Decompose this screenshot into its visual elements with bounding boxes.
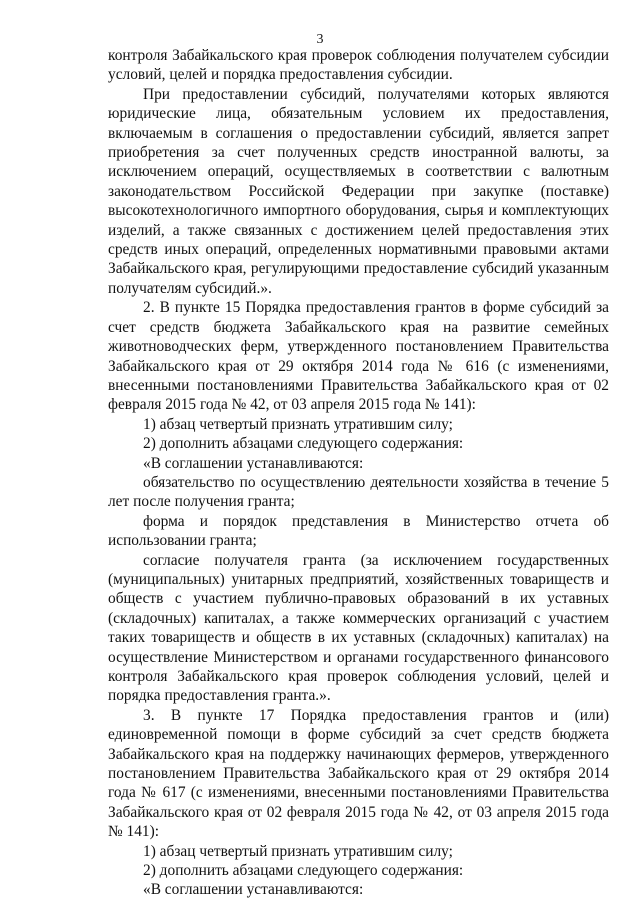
- paragraph-consent: согласие получателя гранта (за исключением государственных (муниципальных) унитарных предприятий, хозяйственных товариществ и обществ с участием публично-правовых образований в их уставных (складочных) капиталах, а также коммерческих организаций с участием таких товариществ и обществ в их уставных (складочных) капиталах) на осуществление Министерством и органами государственного финансового контроля Забайкальского края проверок соблюдения условий, целей и порядка предоставления гранта.».: [108, 551, 609, 705]
- paragraph-item-2: 2. В пункте 15 Порядка предоставления грантов в форме субсидий за счет средств бюджета Забайкальского края на развитие семейных животноводческих ферм, утвержденного постановлением Правительства Забайкальского края от 29 октября 2014 года № 616 (с изменениями, внесенными постановлениями Правительства Забайкальского края от 02 февраля 2015 года № 42, от 03 апреля 2015 года № 141):: [108, 299, 609, 414]
- paragraph-obligation: обязательство по осуществлению деятельности хозяйства в течение 5 лет после получения гранта;: [108, 473, 609, 511]
- paragraph-item-3-subitem-2: 2) дополнить абзацами следующего содержания:: [143, 862, 464, 880]
- paragraph-agreement-heading: «В соглашении устанавливаются:: [143, 454, 364, 472]
- paragraph-continuation: контроля Забайкальского края проверок соблюдения получателем субсидии условий, целей и порядка предоставления субсидии.: [108, 47, 609, 84]
- document-body: [108, 46, 609, 900]
- paragraph-report-form: форма и порядок представления в Министерство отчета об использовании гранта;: [108, 512, 609, 550]
- paragraph-subitem-2: 2) дополнить абзацами следующего содержания:: [143, 435, 464, 453]
- paragraph-subitem-1: 1) абзац четвертый признать утратившим силу;: [143, 415, 453, 433]
- page-number: 3: [316, 32, 324, 47]
- paragraph-item-3-subitem-1: 1) абзац четвертый признать утратившим силу;: [143, 842, 453, 860]
- paragraph-currency-restriction: При предоставлении субсидий, получателями которых являются юридические лица, обязательным условием их предоставления, включаемым в соглашения о предоставлении субсидий, является запрет приобретения за счет полученных средств иностранной валюты, за исключением операций, осуществляемых в соответствии с валютным законодательством Российской Федерации при закупке (поставке) высокотехнологичного импортного оборудования, сырья и комплектующих изделий, а также связанных с достижением целей предоставления этих средств иных операций, определенных нормативными правовыми актами Забайкальского края, регулирующими предоставление субсидий указанным получателям субсидий.».: [108, 85, 609, 297]
- paragraph-item-3: 3. В пункте 17 Порядка предоставления грантов и (или) единовременной помощи в форме субсидий за счет средств бюджета Забайкальского края на поддержку начинающих фермеров, утвержденного постановлением Правительства Забайкальского края от 29 октября 2014 года № 617 (с изменениями, внесенными постановлениями Правительства Забайкальского края от 02 февраля 2015 года № 42, от 03 апреля 2015 года № 141):: [108, 706, 609, 841]
- paragraph-item-3-agreement-heading: «В соглашении устанавливаются:: [143, 881, 364, 899]
